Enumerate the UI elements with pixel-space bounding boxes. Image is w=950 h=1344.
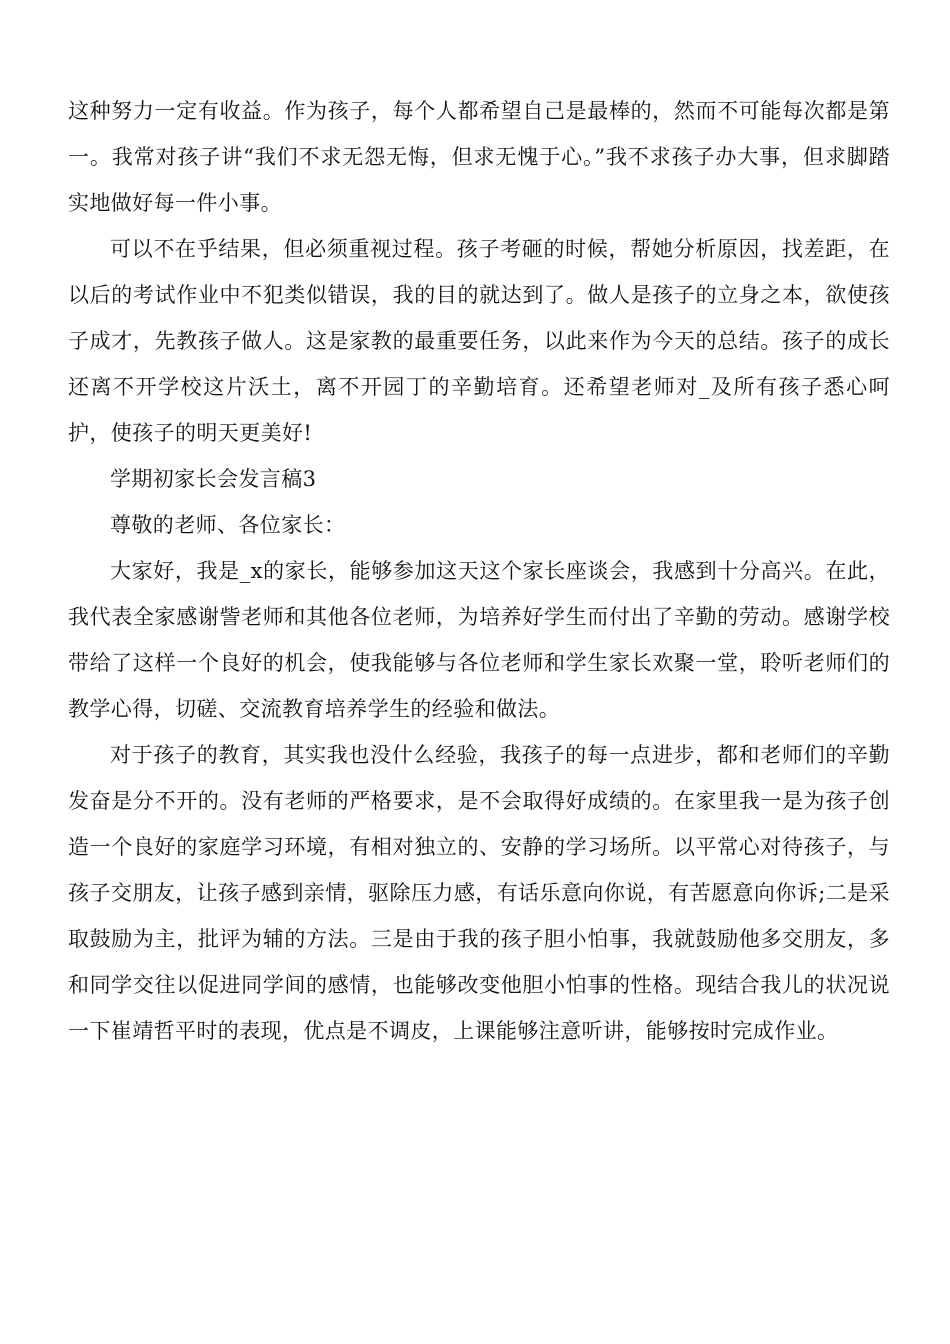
paragraph-continuation: 这种努力一定有收益。作为孩子，每个人都希望自己是最棒的，然而不可能每次都是第一。我常对孩子讲“我们不求无怨无悔，但求无愧于心。”我不求孩子办大事，但求脚踏实地做好每一件小事。: [68, 99, 890, 215]
document-page: [68, 88, 890, 1054]
paragraph-greeting: 大家好，我是_x的家长，能够参加这天这个家长座谈会，我感到十分高兴。在此，我代表全家感谢訾老师和其他各位老师，为培养好学生而付出了辛勤的劳动。感谢学校带给了这样一个良好的机会，使我能够与各位老师和学生家长欢聚一堂，聆听老师们的教学心得，切磋、交流教育培养学生的经验和做法。: [68, 559, 890, 721]
paragraph-process: 可以不在乎结果，但必须重视过程。孩子考砸的时候，帮她分析原因，找差距，在以后的考试作业中不犯类似错误，我的目的就达到了。做人是孩子的立身之本，欲使孩子成才，先教孩子做人。这是家教的最重要任务，以此来作为今天的总结。孩子的成长还离不开学校这片沃土，离不开园丁的辛勤培育。还希望老师对_及所有孩子悉心呵护，使孩子的明天更美好!: [68, 237, 890, 445]
salutation: 尊敬的老师、各位家长：: [110, 513, 346, 537]
section-title: 学期初家长会发言稿3: [110, 467, 317, 491]
paragraph-education: 对于孩子的教育，其实我也没什么经验，我孩子的每一点进步，都和老师们的辛勤发奋是分不开的。没有老师的严格要求，是不会取得好成绩的。在家里我一是为孩子创造一个良好的家庭学习环境，有相对独立的、安静的学习场所。以平常心对待孩子，与孩子交朋友，让孩子感到亲情，驱除压力感，有话乐意向你说，有苦愿意向你诉;二是采取鼓励为主，批评为辅的方法。三是由于我的孩子胆小怕事，我就鼓励他多交朋友，多和同学交往以促进同学间的感情，也能够改变他胆小怕事的性格。现结合我儿的状况说一下崔靖哲平时的表现，优点是不调皮，上课能够注意听讲，能够按时完成作业。: [68, 743, 890, 1043]
